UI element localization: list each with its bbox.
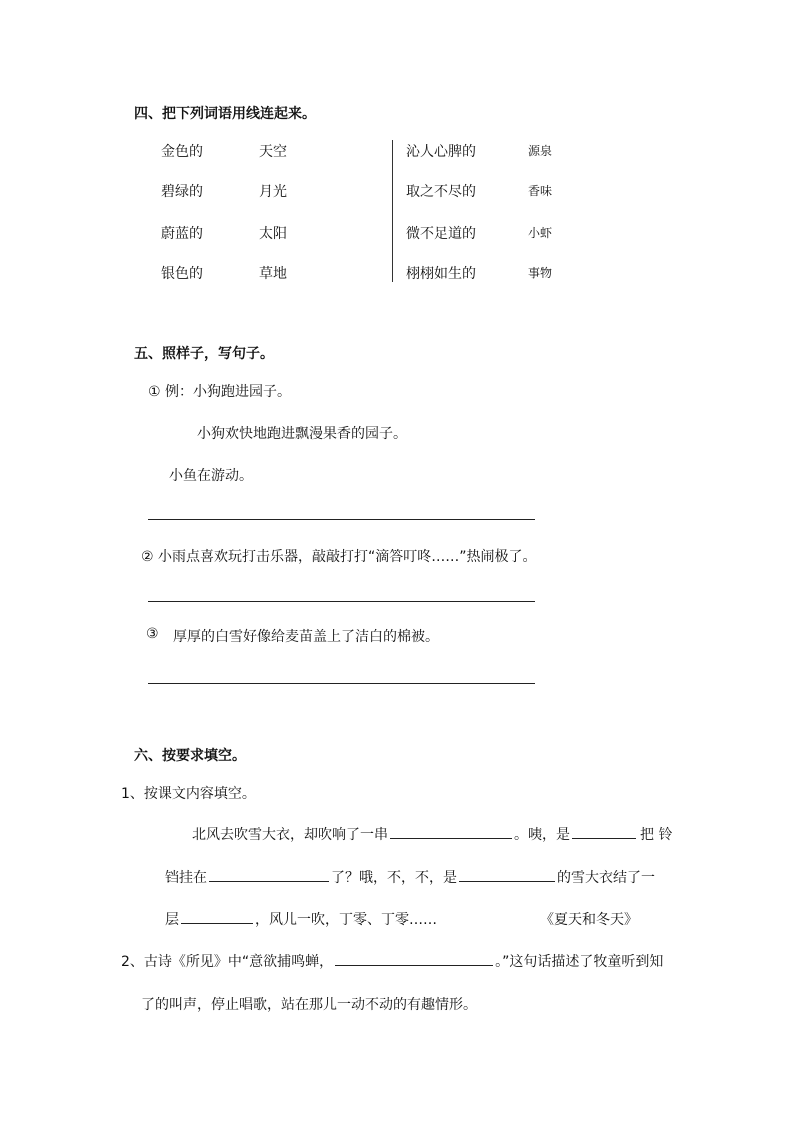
- word-right-4: 栩栩如生的: [406, 266, 476, 282]
- item1-label: 1、按课文内容填空。: [121, 786, 256, 802]
- word-left-target-1: 天空: [259, 144, 287, 160]
- word-right-target-3: 小虾: [528, 226, 553, 240]
- word-right-target-1: 源泉: [528, 144, 553, 158]
- fill-blank-4[interactable]: [459, 867, 555, 882]
- item2-text-a: 2、古诗《所见》中“意欲捕鸣蝉，: [121, 954, 334, 970]
- fill-blank-2[interactable]: [572, 824, 636, 839]
- fill-blank-5[interactable]: [181, 909, 253, 924]
- item1-line3: [165, 909, 437, 929]
- question-3-number: ③: [146, 626, 159, 642]
- word-left-2: 碧绿的: [161, 184, 203, 200]
- item1-line1: [192, 824, 672, 844]
- item1-line1-text-b: 。咦，是: [514, 827, 570, 843]
- word-left-3: 蔚蓝的: [161, 226, 203, 242]
- column-divider: [392, 140, 393, 282]
- section6-title: 六、按要求填空。: [134, 748, 246, 764]
- item1-line2-text-a: 铛挂在: [165, 870, 207, 886]
- item1-line2-text-c: 的雪大衣结了一: [557, 870, 655, 886]
- question-1: 小鱼在游动。: [169, 468, 253, 484]
- word-right-target-4: 事物: [528, 266, 553, 280]
- item2-text-b: 。”这句话描述了牧童听到知: [495, 954, 664, 970]
- word-left-target-2: 月光: [259, 184, 287, 200]
- section5-title: 五、照样子，写句子。: [134, 346, 274, 362]
- item1-line2-text-b: 了？哦，不，不，是: [331, 870, 457, 886]
- word-right-3: 微不足道的: [406, 226, 476, 242]
- word-left-4: 银色的: [161, 266, 203, 282]
- item1-line1-text-a: 北风去吹雪大衣，却吹响了一串: [192, 827, 388, 843]
- word-right-target-2: 香味: [528, 184, 553, 198]
- item2-line1: [121, 951, 663, 971]
- example-answer: 小狗欢快地跑进飘漫果香的园子。: [197, 426, 407, 442]
- item1-line1-text-c: 把 铃: [640, 827, 673, 843]
- question-2: ② 小雨点喜欢玩打击乐器，敲敲打打“滴答叮咚……”热闹极了。: [141, 549, 537, 565]
- question-3: 厚厚的白雪好像给麦苗盖上了洁白的棉被。: [173, 629, 439, 645]
- answer-line-1[interactable]: [148, 519, 535, 520]
- word-left-1: 金色的: [161, 144, 203, 160]
- item1-line2: [165, 867, 655, 887]
- word-right-1: 沁人心脾的: [406, 144, 476, 160]
- answer-line-2[interactable]: [148, 601, 535, 602]
- word-left-target-4: 草地: [259, 266, 287, 282]
- item1-line3-text-b: ，风儿一吹，丁零、丁零……: [255, 912, 437, 928]
- item2-line2: 了的叫声，停止唱歌，站在那儿一动不动的有趣情形。: [141, 997, 477, 1013]
- section4-title: 四、把下列词语用线连起来。: [134, 106, 316, 122]
- item1-line3-text-a: 层: [165, 912, 179, 928]
- word-left-target-3: 太阳: [259, 226, 287, 242]
- fill-blank-3[interactable]: [209, 867, 329, 882]
- word-right-2: 取之不尽的: [406, 184, 476, 200]
- fill-blank-1[interactable]: [390, 824, 512, 839]
- example-label: ① 例：小狗跑进园子。: [148, 384, 292, 400]
- item1-source: 《夏天和冬天》: [540, 912, 638, 928]
- fill-blank-6[interactable]: [335, 951, 493, 966]
- answer-line-3[interactable]: [148, 683, 535, 684]
